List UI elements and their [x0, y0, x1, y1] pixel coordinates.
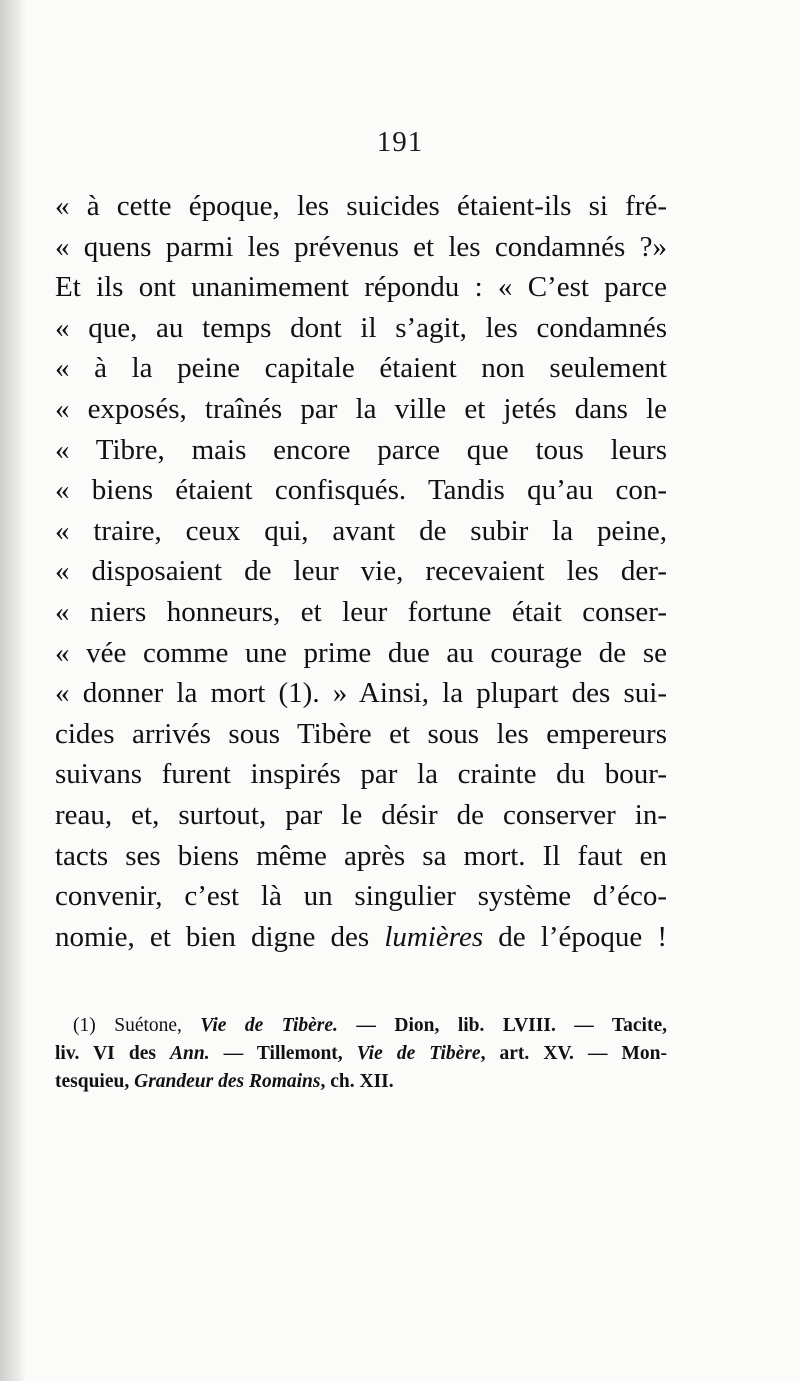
body-line: « Tibre, mais encore parce que tous leurs [55, 433, 667, 466]
footnote-work-title: Grandeur des Romains [134, 1071, 321, 1092]
body-line: « niers honneurs, et leur fortune était conser- [55, 595, 667, 628]
body-line: « exposés, traînés par la ville et jetés dans le [55, 392, 667, 425]
body-line: « disposaient de leur vie, recevaient les der- [55, 555, 667, 588]
page-number: 191 [376, 126, 424, 158]
body-line: tacts ses biens même après sa mort. Il faut en [55, 839, 667, 872]
body-line: « quens parmi les prévenus et les condamnés ?» [55, 230, 667, 263]
body-line: « traire, ceux qui, avant de subir la peine, [55, 514, 667, 547]
footnote-line-3 [55, 1068, 667, 1096]
footnote-work-title: Ann. [170, 1043, 210, 1064]
body-line: « à cette époque, les suicides étaient-ils si fré- [55, 190, 667, 222]
body-line: cides arrivés sous Tibère et sous les empereurs [55, 717, 667, 750]
body-text [55, 186, 667, 957]
footnote-text: — Tillemont, [223, 1043, 343, 1064]
footnote-text: — Dion, lib. LVIII. — Tacite, [356, 1015, 667, 1036]
body-last-line [55, 917, 667, 958]
footnote-line-2 [55, 1040, 667, 1068]
body-line: « que, au temps dont il s’agit, les condamnés [55, 311, 667, 344]
footnote-text: liv. VI des [55, 1043, 156, 1064]
body-line: « vée comme une prime due au courage de se [55, 636, 667, 669]
body-line: reau, et, surtout, par le désir de conserver in- [55, 798, 667, 831]
footnote-work-title: Vie de Tibère [356, 1043, 481, 1064]
body-line: convenir, c’est là un singulier système d’éco- [55, 880, 667, 913]
page-gutter-shadow [0, 0, 26, 1381]
body-line: « donner la mort (1). » Ainsi, la plupart des sui- [55, 677, 667, 710]
body-last-line-before: nomie, et bien digne des [55, 920, 370, 953]
footnote-text: , ch. XII. [320, 1071, 394, 1092]
body-line: « à la peine capitale étaient non seulement [55, 352, 667, 385]
footnote [55, 1012, 667, 1096]
emphasis-lumieres: lumières [384, 920, 484, 953]
footnote-line-1 [55, 1012, 667, 1040]
footnote-text: , art. XV. — Mon- [480, 1043, 668, 1064]
body-line: Et ils ont unanimement répondu : « C’est parce [55, 271, 667, 304]
body-line: « biens étaient confisqués. Tandis qu’au con- [55, 474, 667, 507]
footnote-text: tesquieu, [55, 1071, 130, 1092]
body-last-line-after: de l’époque ! [498, 920, 668, 953]
footnote-marker: (1) Suétone, [73, 1015, 182, 1036]
footnote-work-title: Vie de Tibère. [200, 1015, 338, 1036]
body-line: suivans furent inspirés par la crainte du bour- [55, 758, 667, 791]
